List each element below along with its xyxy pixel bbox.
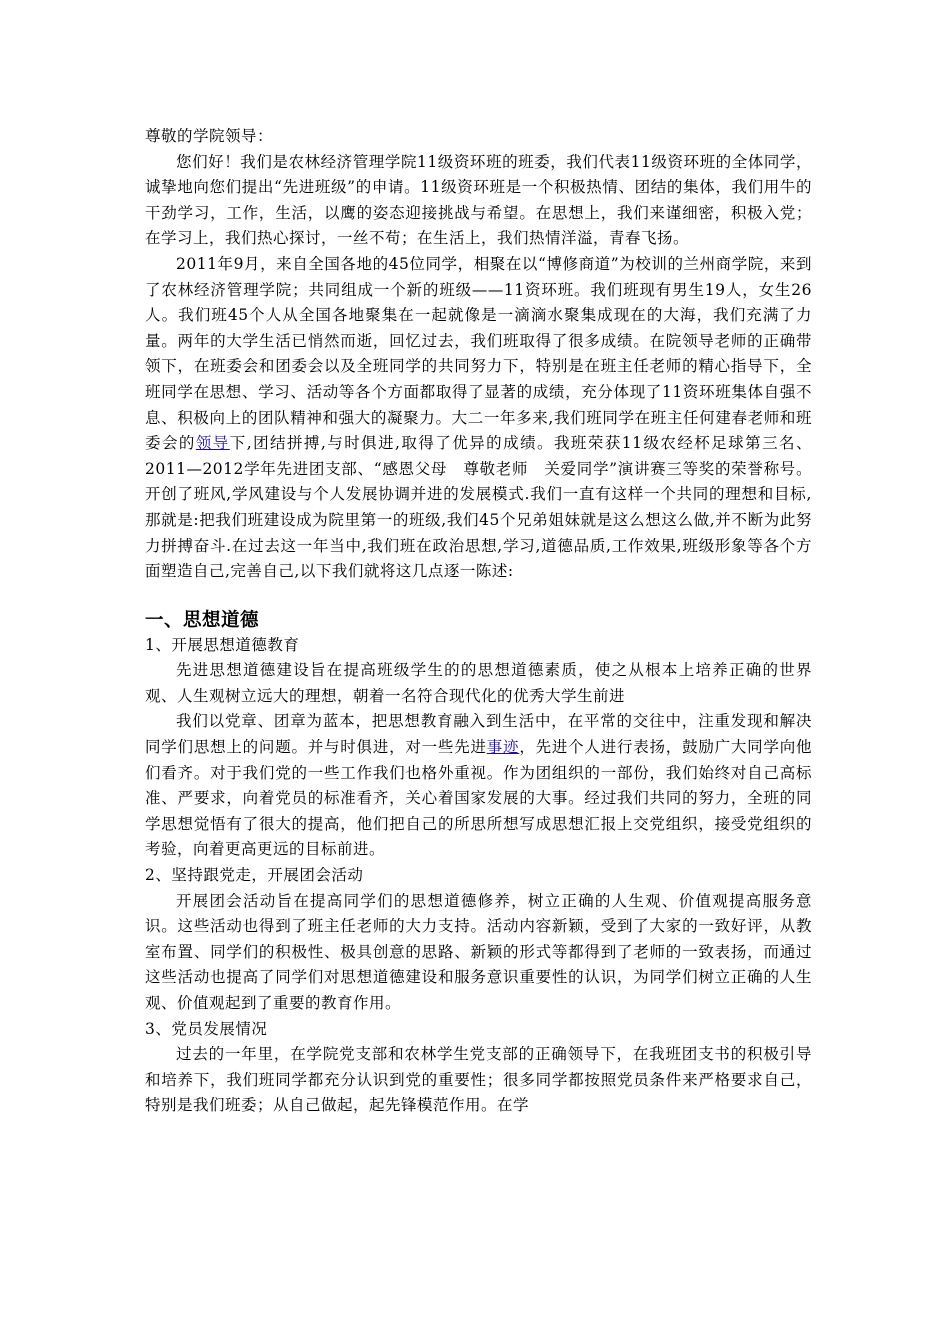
document-page [145,124,812,1119]
subsection-1-paragraph-2-text-b: ，先进个人进行表扬，鼓励广大同学向他们看齐。对于我们党的一些工作我们也格外重视。作为团组织的一部份，我们始终对自己高标准、严要求，向着党员的标准看齐，关心着国家发展的大事。经过我们共同的努力，全班的同学思想觉悟有了很大的提高，他们把自己的所思所想写成思想汇报上交党组织，接受党组织的考验，向着更高更远的目标前进。 [145,738,812,859]
salutation: 尊敬的学院领导： [145,127,274,145]
leadership-link[interactable]: 领导 [195,434,230,453]
deeds-link[interactable]: 事迹 [486,738,520,757]
subsection-title-1: 1、开展思想道德教育 [145,635,300,654]
intro-paragraph-2-text-a: 2011年9月，来自全国各地的45位同学，相聚在以“博修商道”为校训的兰州商学院，来到了农林经济管理学院；共同组成一个新的班级——11资环班。我们班现有男生19人，女生26人。我们班45个人从全国各地聚集在一起就像是一滴滴水聚集成现在的大海，我们充满了力量。两年的大学生活已悄然而逝，回忆过去，我们班取得了很多成绩。在院领导老师的正确带领下，在班委会和团委会以及全班同学的共同努力下，特别是在班主任老师的精心指导下，全班同学在思想、学习、活动等各个方面都取得了显著的成绩，充分体现了11资环班集体自强不息、积极向上的团队精神和强大的凝聚力。大二一年多来,我们班同学在班主任何建春老师和班委会的 [145,254,812,453]
subsection-title-2: 2、坚持跟党走，开展团会活动 [145,866,364,885]
subsection-1-paragraph-2-text-a: 我们以党章、团章为蓝本，把思想教育融入到生活中，在平常的交往中，注重发现和解决同学们思想上的问题。并与时俱进，对一些先进 [145,712,812,757]
intro-paragraph-1: 您们好！我们是农林经济管理学院11级资环班的班委，我们代表11级资环班的全体同学，诚挚地向您们提出“先进班级”的申请。11级资环班是一个积极热情、团结的集体，我们用牛的干劲学习，工作，生活，以鹰的姿态迎接挑战与希望。在思想上，我们来谨细密，积极入党；在学习上，我们热心探讨，一丝不苟；在生活上，我们热情洋溢，青春飞扬。 [145,152,812,248]
intro-paragraph-2 [145,252,812,585]
subsection-title-3: 3、党员发展情况 [145,1019,268,1038]
intro-paragraph-2-text-b: 下,团结拼搏,与时俱进,取得了优异的成绩。我班荣获11级农经杯足球第三名、2011—2012学年先进团支部、“感恩父母 尊敬老师 关爱同学”演讲赛三等奖的荣誉称号。开创了班风,学风建设与个人发展协调并进的发展模式.我们一直有这样一个共同的理想和目标,那就是:把我们班建设成为院里第一的班级,我们45个兄弟姐妹就是这么想这么做,并不断为此努力拼搏奋斗.在过去这一年当中,我们班在政治思想,学习,道德品质,工作效果,班级形象等各个方面塑造自己,完善自己,以下我们就将这几点逐一陈述: [145,434,812,581]
section-heading-ideology: 一、思想道德 [145,609,260,631]
subsection-1-paragraph-1: 先进思想道德建设旨在提高班级学生的的思想道德素质，使之从根本上培养正确的世界观、人生观树立远大的理想，朝着一名符合现代化的优秀大学生前进 [145,661,812,705]
subsection-2-paragraph-1: 开展团会活动旨在提高同学们的思想道德修养，树立正确的人生观、价值观提高服务意识。这些活动也得到了班主任老师的大力支持。活动内容新颖，受到了大家的一致好评，从教室布置、同学们的积极性、极具创意的思路、新颖的形式等都得到了老师的一致表扬，而通过这些活动也提高了同学们对思想道德建设和服务意识重要性的认识，为同学们树立正确的人生观、价值观起到了重要的教育作用。 [145,891,812,1012]
subsection-3-paragraph-1: 过去的一年里，在学院党支部和农林学生党支部的正确领导下，在我班团支书的积极引导和培养下，我们班同学都充分认识到党的重要性；很多同学都按照党员条件来严格要求自己，特别是我们班委；从自己做起，起先锋模范作用。在学 [145,1045,812,1115]
subsection-1-paragraph-2 [145,709,812,863]
